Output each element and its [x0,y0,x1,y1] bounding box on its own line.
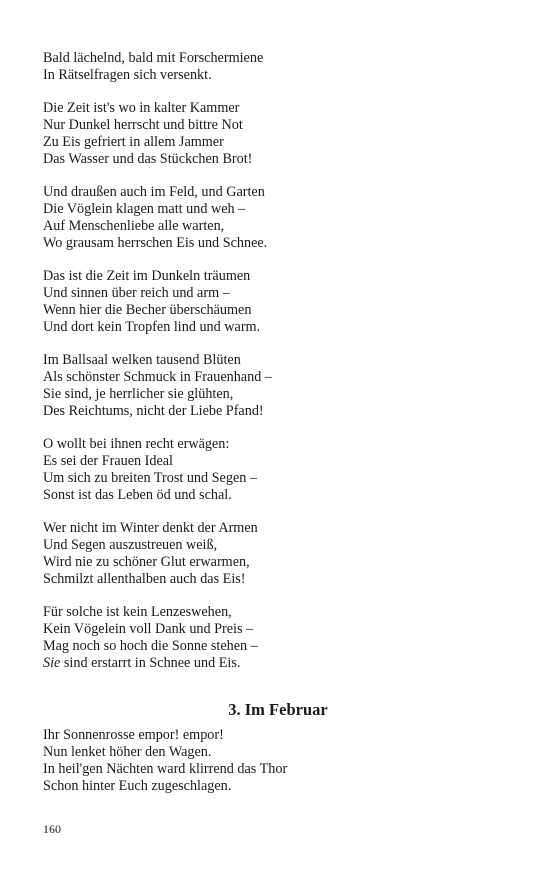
verse-line: Wo grausam herrschen Eis und Schnee. [43,235,268,251]
stanza-6 [43,436,513,504]
verse-line: Und draußen auch im Feld, und Garten [43,184,265,200]
poem-page [43,50,513,811]
verse-line: Als schönster Schmuck in Frauenhand – [43,369,272,385]
verse-line [43,655,513,672]
verse-line: Bald lächelnd, bald mit Forschermiene [43,50,264,66]
verse-line: Sonst ist das Leben öd und schal. [43,487,232,503]
verse-line: Sie sind, je herrlicher sie glühten, [43,386,234,402]
stanza-8 [43,604,513,672]
verse-line: Die Vöglein klagen matt und weh – [43,201,246,217]
verse-line: Auf Menschenliebe alle warten, [43,218,225,234]
verse-line: Wenn hier die Becher überschäumen [43,302,252,318]
verse-line: Und dort kein Tropfen lind und warm. [43,319,261,335]
verse-line: Es sei der Frauen Ideal [43,453,174,469]
emphasized-word: Sie [43,655,61,671]
verse-line: Um sich zu breiten Trost und Segen – [43,470,257,486]
stanza-1 [43,50,513,84]
verse-line: Und Segen auszustreuen weiß, [43,537,218,553]
verse-line: Schmilzt allenthalben auch das Eis! [43,571,246,587]
verse-line: Das Wasser und das Stückchen Brot! [43,151,253,167]
verse-line-rest: sind erstarrt in Schnee und Eis. [60,655,241,671]
stanza-9 [43,727,513,795]
verse-line: Die Zeit ist's wo in kalter Kammer [43,100,240,116]
verse-line: Und sinnen über reich und arm – [43,285,230,301]
verse-line: In heil'gen Nächten ward klirrend das Thor [43,761,288,777]
verse-line: Kein Vögelein voll Dank und Preis – [43,621,254,637]
verse-line: Für solche ist kein Lenzeswehen, [43,604,232,620]
verse-line: Zu Eis gefriert in allem Jammer [43,134,224,150]
verse-line: Des Reichtums, nicht der Liebe Pfand! [43,403,264,419]
verse-line: Wer nicht im Winter denkt der Armen [43,520,258,536]
section-heading: 3. Im Februar [228,700,328,719]
page-number: 160 [43,822,61,836]
stanza-5 [43,352,513,420]
verse-line: Nun lenket höher den Wagen. [43,744,212,760]
verse-line: O wollt bei ihnen recht erwägen: [43,436,230,452]
stanza-4 [43,268,513,336]
verse-line: Im Ballsaal welken tausend Blüten [43,352,241,368]
verse-line: In Rätselfragen sich versenkt. [43,67,212,83]
verse-line: Ihr Sonnenrosse empor! empor! [43,727,224,743]
verse-line: Das ist die Zeit im Dunkeln träumen [43,268,251,284]
verse-line: Mag noch so hoch die Sonne stehen – [43,638,258,654]
stanza-7 [43,520,513,588]
verse-line: Wird nie zu schöner Glut erwarmen, [43,554,250,570]
stanza-3 [43,184,513,252]
verse-line: Schon hinter Euch zugeschlagen. [43,778,232,794]
verse-line: Nur Dunkel herrscht und bittre Not [43,117,243,133]
stanza-2 [43,100,513,168]
